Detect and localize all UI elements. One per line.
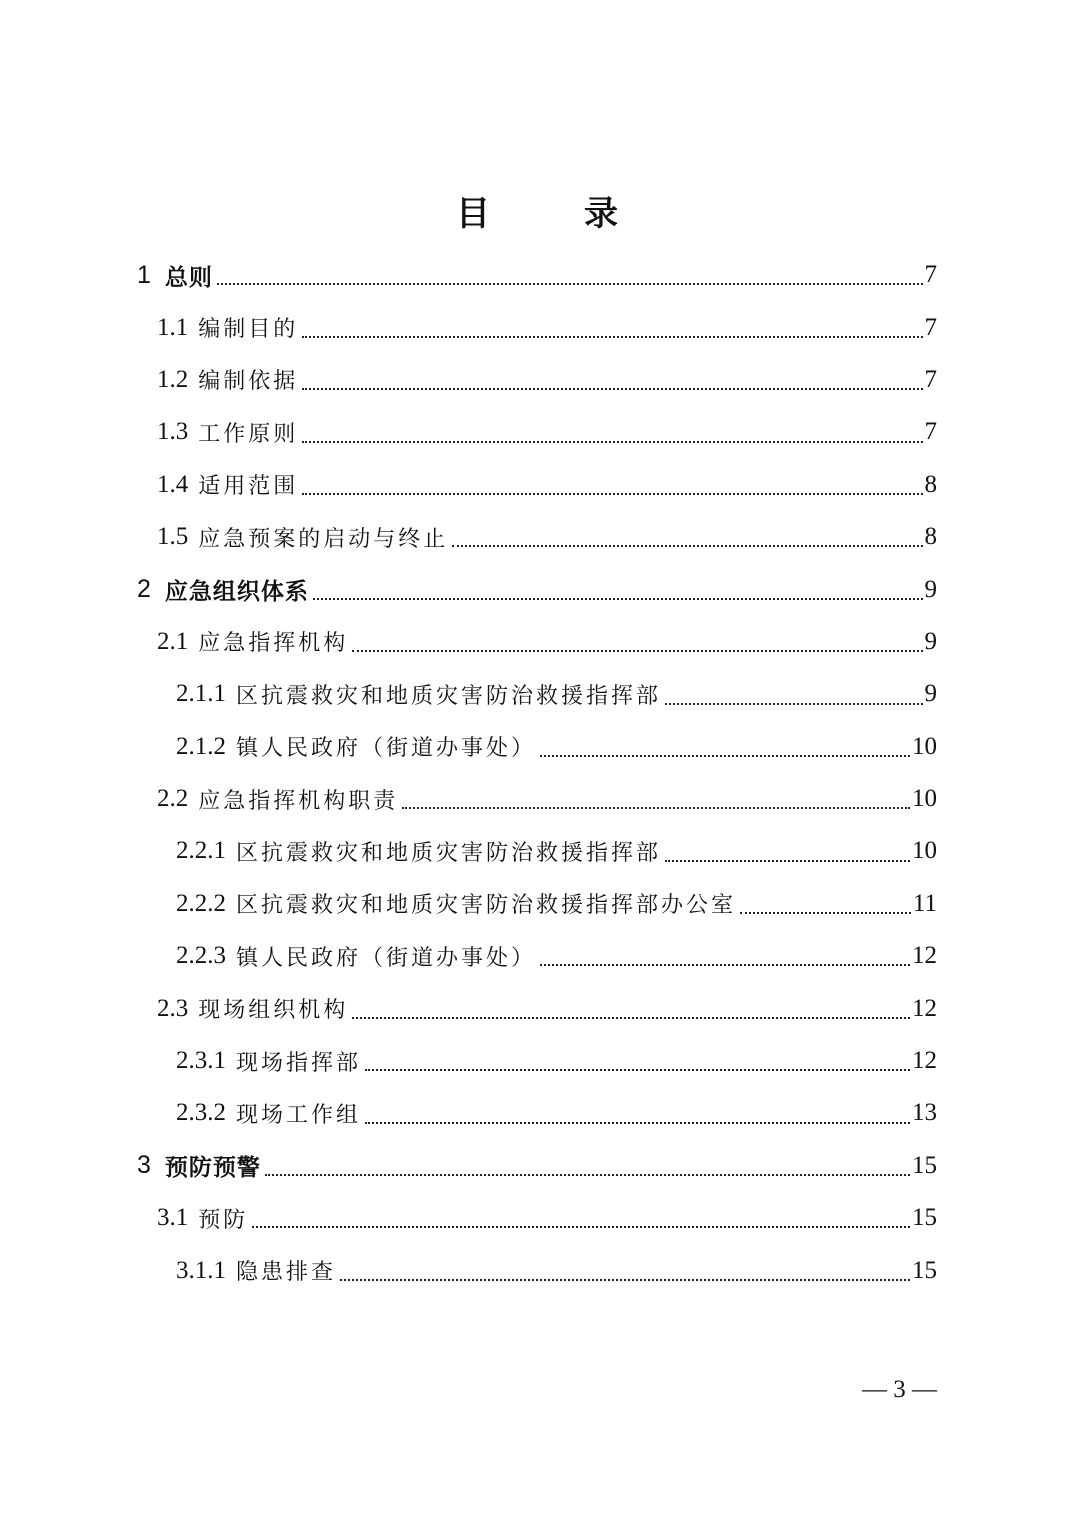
toc-entry-page: 10 — [912, 785, 937, 813]
toc-entry-label: 应急指挥机构职责 — [198, 788, 399, 814]
toc-entry-label: 应急指挥机构 — [198, 631, 349, 657]
toc-entry[interactable] — [0, 825, 1074, 877]
toc-entry[interactable] — [0, 982, 1074, 1034]
toc-entry-page: 7 — [924, 365, 937, 393]
toc-entry-label: 预防预警 — [164, 1155, 261, 1182]
toc-entry-number: 1 — [137, 260, 151, 289]
toc-entry[interactable] — [0, 249, 1074, 301]
toc-entry[interactable] — [0, 563, 1074, 615]
toc-entry-number: 2.1.1 — [176, 680, 226, 708]
toc-entry-label: 隐患排查 — [236, 1260, 337, 1286]
dot-leader — [302, 406, 922, 458]
toc-entry-label: 编制目的 — [198, 317, 299, 343]
toc-entry-label: 镇人民政府（街道办事处） — [236, 945, 537, 971]
toc-entry[interactable] — [0, 511, 1074, 563]
toc-entry-page: 9 — [924, 680, 937, 708]
toc-entry[interactable] — [0, 616, 1074, 668]
page-number: — 3 — — [862, 1376, 937, 1403]
toc-entry-page: 7 — [924, 261, 937, 289]
toc-entry-page: 13 — [912, 1099, 937, 1127]
toc-entry-page: 11 — [912, 889, 937, 917]
toc-entry-number: 2.3 — [157, 994, 189, 1022]
dot-leader — [365, 1035, 910, 1087]
dot-leader — [302, 354, 922, 406]
dot-leader — [540, 721, 910, 773]
toc-entry-label: 现场工作组 — [236, 1102, 362, 1128]
dot-leader — [665, 825, 910, 877]
dot-leader — [217, 249, 923, 301]
toc-entry[interactable] — [0, 459, 1074, 511]
toc-entry-label: 适用范围 — [198, 474, 299, 500]
table-of-contents — [0, 249, 1074, 1297]
toc-entry-label: 区抗震救灾和地质灾害防治救援指挥部办公室 — [236, 893, 737, 919]
dot-leader — [313, 563, 923, 615]
toc-entry-number: 2.2.1 — [176, 837, 226, 865]
toc-entry[interactable] — [0, 354, 1074, 406]
toc-entry-number: 1.1 — [157, 313, 189, 341]
toc-entry-number: 1.2 — [157, 365, 189, 393]
toc-entry-label: 镇人民政府（街道办事处） — [236, 736, 537, 762]
page-title: 目 录 — [456, 194, 648, 234]
toc-entry-number: 2.1 — [157, 627, 189, 655]
toc-entry-page: 12 — [912, 942, 937, 970]
toc-entry-number: 2.2.3 — [176, 942, 226, 970]
toc-entry[interactable] — [0, 668, 1074, 720]
dot-leader — [365, 1087, 910, 1139]
toc-entry-page: 9 — [924, 575, 937, 603]
dot-leader — [340, 1244, 910, 1296]
dot-leader — [352, 616, 922, 668]
toc-entry[interactable] — [0, 878, 1074, 930]
toc-entry-page: 8 — [924, 470, 937, 498]
toc-entry-page: 15 — [912, 1204, 937, 1232]
dot-leader — [402, 773, 910, 825]
toc-entry[interactable] — [0, 1192, 1074, 1244]
toc-entry-page: 7 — [924, 313, 937, 341]
dot-leader — [452, 511, 922, 563]
toc-entry-page: 15 — [912, 1256, 937, 1284]
toc-entry-number: 3 — [137, 1151, 151, 1180]
toc-entry-number: 3.1 — [157, 1204, 189, 1232]
toc-entry-number: 2.2 — [157, 785, 189, 813]
toc-entry-number: 1.3 — [157, 418, 189, 446]
dot-leader — [540, 930, 910, 982]
toc-entry[interactable] — [0, 1244, 1074, 1296]
toc-entry-label: 总则 — [164, 264, 213, 291]
dot-leader — [302, 301, 922, 353]
toc-entry-page: 12 — [912, 994, 937, 1022]
toc-entry-number: 1.4 — [157, 470, 189, 498]
toc-entry-label: 编制依据 — [198, 369, 299, 395]
toc-entry-page: 7 — [924, 418, 937, 446]
toc-entry-number: 2.2.2 — [176, 889, 226, 917]
toc-entry-label: 应急预案的启动与终止 — [198, 526, 449, 552]
toc-entry[interactable] — [0, 1140, 1074, 1192]
toc-entry-label: 区抗震救灾和地质灾害防治救援指挥部 — [236, 683, 662, 709]
toc-entry[interactable] — [0, 773, 1074, 825]
toc-entry-page: 8 — [924, 523, 937, 551]
toc-entry-number: 2 — [137, 575, 151, 604]
toc-entry-page: 15 — [912, 1151, 937, 1179]
toc-entry-label: 应急组织体系 — [164, 579, 309, 606]
toc-entry-label: 区抗震救灾和地质灾害防治救援指挥部 — [236, 840, 662, 866]
toc-entry-page: 10 — [912, 732, 937, 760]
toc-entry-label: 现场组织机构 — [198, 998, 349, 1024]
toc-entry[interactable] — [0, 930, 1074, 982]
toc-entry-number: 3.1.1 — [176, 1256, 226, 1284]
toc-entry-number: 2.1.2 — [176, 732, 226, 760]
toc-entry-number: 2.3.1 — [176, 1047, 226, 1075]
toc-entry-page: 10 — [912, 837, 937, 865]
dot-leader — [265, 1140, 910, 1192]
toc-entry-label: 现场指挥部 — [236, 1050, 362, 1076]
dot-leader — [302, 459, 922, 511]
toc-entry[interactable] — [0, 301, 1074, 353]
toc-entry-page: 9 — [924, 627, 937, 655]
toc-entry[interactable] — [0, 721, 1074, 773]
toc-entry-label: 预防 — [198, 1207, 249, 1233]
toc-entry[interactable] — [0, 1035, 1074, 1087]
toc-entry-label: 工作原则 — [198, 421, 299, 447]
toc-entry-page: 12 — [912, 1047, 937, 1075]
dot-leader — [740, 878, 911, 930]
dot-leader — [352, 982, 910, 1034]
dot-leader — [665, 668, 922, 720]
toc-entry-number: 1.5 — [157, 523, 189, 551]
toc-entry[interactable] — [0, 1087, 1074, 1139]
toc-entry[interactable] — [0, 406, 1074, 458]
dot-leader — [252, 1192, 910, 1244]
toc-entry-number: 2.3.2 — [176, 1099, 226, 1127]
